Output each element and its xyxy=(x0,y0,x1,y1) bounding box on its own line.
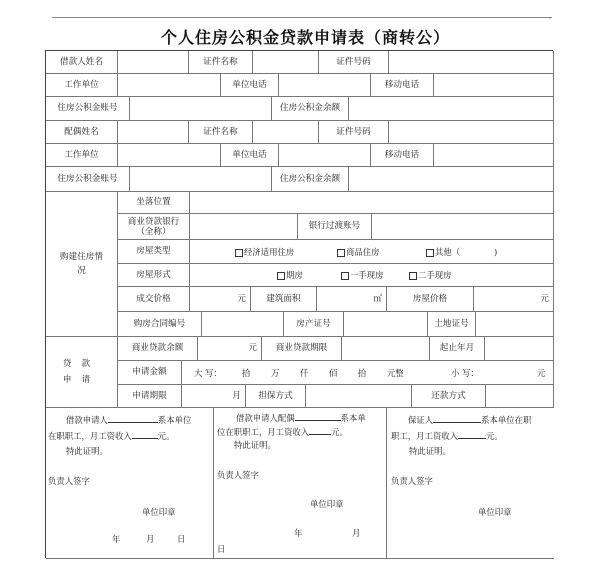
deal-price-label: 成交价格 xyxy=(118,287,190,312)
form-title: 个人住房公积金贷款申请表（商转公） xyxy=(160,28,450,47)
spouse-mobile-label: 移动电话 xyxy=(371,144,434,167)
house-section-label: 购建住房情况 xyxy=(46,192,118,337)
type-option-other[interactable]: 其他（ xyxy=(426,246,460,258)
applicant-id-no-label: 证件号码 xyxy=(319,51,389,74)
commercial-balance-label: 商业贷款余额 xyxy=(118,337,198,361)
form-option-second-hand[interactable]: 二手现房 xyxy=(409,269,452,281)
cert1-line3: 特此证明。 xyxy=(66,446,108,456)
spouse-employer-label: 工作单位 xyxy=(46,144,118,167)
cert2-day: 日 xyxy=(217,544,226,554)
deal-price-unit: 元 xyxy=(237,293,246,304)
form-option-future[interactable]: 期房 xyxy=(277,269,303,281)
cert3-line1: 保证人 系本单位在职 xyxy=(408,415,532,425)
cert2-year: 年 xyxy=(294,528,303,538)
applicant-fund-balance-label: 住房公积金余额 xyxy=(272,97,349,121)
house-price-unit: 元 xyxy=(540,293,549,304)
applicant-fund-account-field[interactable] xyxy=(130,97,272,121)
applicant-mobile-label: 移动电话 xyxy=(371,74,434,97)
floor-area-unit: ㎡ xyxy=(373,293,382,304)
repay-method-label: 还款方式 xyxy=(412,385,486,408)
type-option-other-close: ) xyxy=(494,247,498,257)
deal-price-field[interactable] xyxy=(190,287,251,312)
location-field[interactable] xyxy=(190,192,554,214)
cert2-salary-blank[interactable] xyxy=(309,425,331,435)
digit-wan: 万 xyxy=(271,368,280,378)
house-form-label: 房屋形式 xyxy=(118,264,190,287)
spouse-id-type-field[interactable] xyxy=(253,121,319,144)
spouse-id-type-label: 证件名称 xyxy=(189,121,253,144)
cert3-line2: 职工，月工资收入 元。 xyxy=(391,431,503,441)
cert2-line1: 借款申请人配偶 系本单 xyxy=(236,413,366,423)
property-cert-field[interactable] xyxy=(344,312,428,337)
applicant-employer-label: 工作单位 xyxy=(46,74,118,97)
spouse-id-no-field[interactable] xyxy=(389,121,554,144)
commercial-balance-unit: 元 xyxy=(248,343,257,353)
checkbox-icon xyxy=(409,272,417,280)
spouse-fund-balance-label: 住房公积金余额 xyxy=(272,167,349,192)
spouse-name-label: 配偶姓名 xyxy=(46,121,118,144)
spouse-fund-account-label: 住房公积金账号 xyxy=(46,167,130,192)
applicant-work-phone-label: 单位电话 xyxy=(221,74,279,97)
spouse-employer-field[interactable] xyxy=(118,144,221,167)
applicant-id-type-field[interactable] xyxy=(253,51,319,74)
cert3-salary-blank[interactable] xyxy=(458,429,486,439)
cert1-line2: 在职职工，月工资收入 元。 xyxy=(48,431,175,441)
lower-case-unit: 元 xyxy=(537,368,546,378)
commercial-balance-field[interactable] xyxy=(198,337,262,361)
digit-shi-wan: 拾 xyxy=(242,368,251,378)
applicant-employer-field[interactable] xyxy=(118,74,221,97)
cert2-line2: 位在职职工，月工资收入 元。 xyxy=(217,427,348,437)
cert2-name-blank[interactable] xyxy=(295,411,341,421)
checkbox-icon xyxy=(341,272,349,280)
applicant-name-label: 借款人姓名 xyxy=(46,51,118,74)
checkbox-icon xyxy=(277,272,285,280)
digit-shi: 拾 xyxy=(358,368,367,378)
land-cert-field[interactable] xyxy=(476,312,554,337)
cert2-line3: 特此证明。 xyxy=(234,440,276,450)
guarantee-label: 担保方式 xyxy=(246,385,306,408)
floor-area-field[interactable] xyxy=(317,287,387,312)
loan-application-form xyxy=(45,50,553,558)
apply-amount-label: 申请金额 xyxy=(118,361,182,385)
spouse-fund-account-field[interactable] xyxy=(130,167,272,192)
commercial-bank-label: 商业贷款银行（全称） xyxy=(118,214,190,240)
location-label: 坐落位置 xyxy=(118,192,190,214)
cert1-line1: 借款申请人 系本单位 xyxy=(66,415,192,425)
form-option-first-hand[interactable]: 一手现房 xyxy=(341,269,384,281)
transfer-account-field[interactable] xyxy=(372,214,554,240)
commercial-term-label: 商业贷款期限 xyxy=(262,337,342,361)
contract-no-label: 购房合同编号 xyxy=(118,312,202,337)
checkbox-icon xyxy=(337,249,345,257)
floor-area-label: 建筑面积 xyxy=(251,287,317,312)
checkbox-icon xyxy=(235,249,243,257)
cert1-year: 年 xyxy=(112,534,121,544)
cert3-name-blank[interactable] xyxy=(433,413,481,423)
lower-case-label: 小 写： xyxy=(451,368,479,378)
digit-yuan-zheng: 元整 xyxy=(387,368,404,378)
commercial-bank-field[interactable] xyxy=(190,214,298,240)
type-option-commercial[interactable]: 商品住房 xyxy=(337,246,380,258)
page-mark: . xyxy=(549,13,552,21)
applicant-name-field[interactable] xyxy=(118,51,189,74)
cert3-line3: 特此证明。 xyxy=(409,446,451,456)
spouse-mobile-field[interactable] xyxy=(434,144,554,167)
applicant-fund-account-label: 住房公积金账号 xyxy=(46,97,130,121)
apply-amount-field[interactable] xyxy=(182,361,554,385)
cert2-month: 月 xyxy=(352,528,361,538)
spouse-name-field[interactable] xyxy=(118,121,189,144)
spouse-work-phone-label: 单位电话 xyxy=(221,144,279,167)
cert1-month: 月 xyxy=(146,534,155,544)
start-end-label: 起止年月 xyxy=(430,337,485,361)
land-cert-label: 土地证号 xyxy=(428,312,476,337)
cert1-sign: 负责人签字 xyxy=(48,476,90,486)
spouse-fund-balance-field[interactable] xyxy=(349,167,554,192)
property-cert-label: 房产证号 xyxy=(284,312,344,337)
digit-bai: 佰 xyxy=(329,368,338,378)
applicant-mobile-field[interactable] xyxy=(434,74,554,97)
upper-case-label: 大 写： xyxy=(194,368,222,378)
applicant-id-type-label: 证件名称 xyxy=(189,51,253,74)
house-price-label: 房屋价格 xyxy=(387,287,474,312)
start-end-field[interactable] xyxy=(485,337,554,361)
contract-no-field[interactable] xyxy=(202,312,284,337)
applicant-fund-balance-field[interactable] xyxy=(349,97,554,121)
top-rule xyxy=(52,17,552,18)
repay-method-field[interactable] xyxy=(486,385,554,408)
cert2-seal: 单位印章 xyxy=(310,499,344,509)
spouse-work-phone-field[interactable] xyxy=(279,144,371,167)
spouse-id-no-label: 证件号码 xyxy=(319,121,389,144)
digit-qian: 仟 xyxy=(300,368,309,378)
cert2-sign: 负责人签字 xyxy=(217,470,259,480)
house-type-label: 房屋类型 xyxy=(118,240,190,264)
house-price-field[interactable] xyxy=(474,287,554,312)
applicant-work-phone-field[interactable] xyxy=(279,74,371,97)
apply-period-unit: 月 xyxy=(232,390,241,401)
commercial-term-field[interactable] xyxy=(342,337,430,361)
apply-period-field[interactable] xyxy=(182,385,246,408)
cert3-sign: 负责人签字 xyxy=(391,476,433,486)
cert3-seal: 单位印章 xyxy=(478,507,512,517)
type-option-affordable[interactable]: 经济适用住房 xyxy=(235,246,294,258)
guarantee-field[interactable] xyxy=(306,385,412,408)
cert1-name-blank[interactable] xyxy=(108,413,158,423)
applicant-id-no-field[interactable] xyxy=(389,51,554,74)
cert1-seal: 单位印章 xyxy=(142,507,176,517)
cert1-salary-blank[interactable] xyxy=(132,429,158,439)
cert1-day: 日 xyxy=(177,534,186,544)
checkbox-icon xyxy=(426,249,434,257)
apply-period-label: 申请期限 xyxy=(118,385,182,408)
transfer-account-label: 银行过渡账号 xyxy=(298,214,372,240)
loan-section-label: 贷款申请 xyxy=(46,337,118,408)
